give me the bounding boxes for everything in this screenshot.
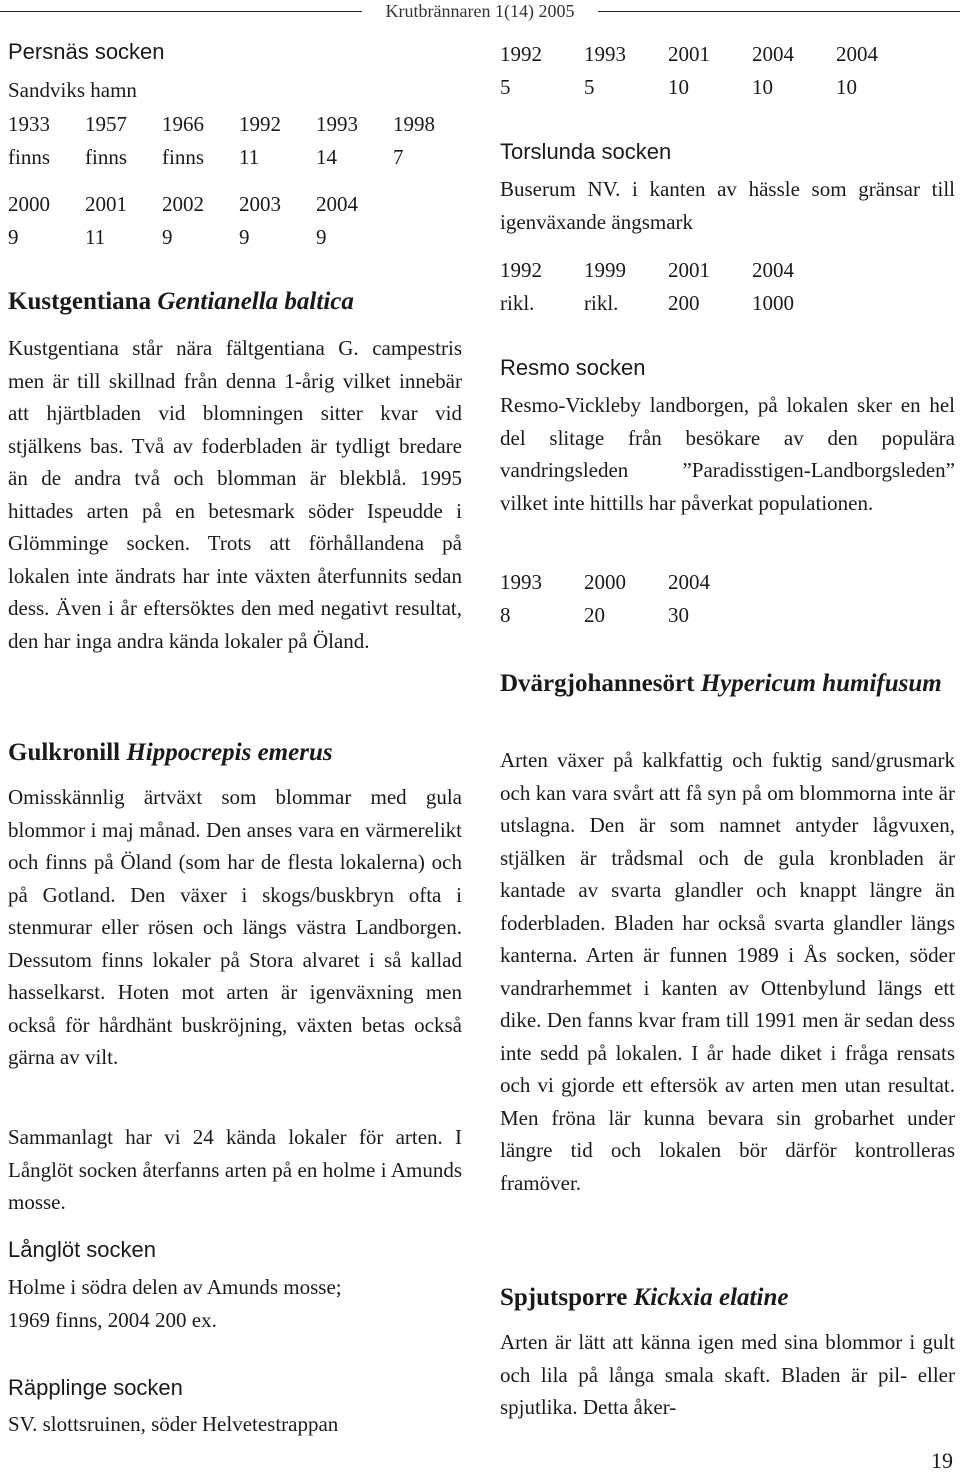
count-cell: 9	[239, 225, 250, 249]
year-cell: 1992	[239, 112, 281, 136]
count-cell: 7	[393, 145, 404, 169]
year-cell: 1957	[85, 112, 127, 136]
year-cell: 2004	[752, 258, 794, 282]
species-latin: Hypericum humifusum	[700, 670, 942, 697]
year-cell: 2003	[239, 192, 281, 216]
year-cell: 2004	[836, 42, 878, 66]
species-heading-gulkronill	[8, 737, 333, 769]
spjutsporre-text: Arten är lätt att känna igen med sina blommor i gult och lila på långa smala skaft. Bladen är pil- eller spjutlika. Detta åker-	[500, 1330, 955, 1419]
section-heading-rapplinge: Räpplinge socken	[8, 1375, 183, 1400]
year-cell: 2000	[584, 570, 626, 594]
section-heading-persnas: Persnäs socken	[8, 39, 165, 64]
year-cell: 1993	[316, 112, 358, 136]
count-cell: 8	[500, 603, 511, 627]
count-cell: rikl.	[500, 291, 535, 315]
year-cell: 2001	[668, 258, 710, 282]
count-cell: 30	[668, 603, 689, 627]
count-cell: 10	[668, 75, 689, 99]
gulkronill-text-1: Omisskännlig ärtväxt som blommar med gula blommor i maj månad. Den anses vara en värmerelikt och finns på Öland (som har de flesta lokalerna) och på Gotland. Den växer i skogs/buskbryn ofta i stenmurar eller rösen och längs västra Landborgen. Dessutom finns lokaler på Stora alvaret i så kallad hasselkarst. Hoten mot arten är igenväxning men också för hårdhänt buskröjning, växten betas också gärna av vilt.	[8, 785, 462, 1069]
resmo-text: Resmo-Vickleby landborgen, på lokalen sker en hel del slitage från besökare av den populära vandringsleden ”Paradisstigen-Landborgsleden” vilket inte hittills har påverkat populationen.	[500, 393, 955, 515]
count-cell: 11	[239, 145, 260, 169]
kustgentiana-text: Kustgentiana står nära fältgentiana G. campestris men är till skillnad från denna 1-årig vilket innebär att hjärtbladen vid blomningen sitter kvar vid stjälkens bas. Två av foderbladen är tydligt bredare än de andra två och blomman är blekblå. 1995 hittades arten på en betesmark söder Ispeudde i Glömminge socken. Trots att förhållandena på lokalen inte ändrats har inte växten återfunnits sedan dess. Även i år eftersöktes den med negativt resultat, den har inga andra kända lokaler på Öland.	[8, 336, 462, 653]
year-cell: 2001	[85, 192, 127, 216]
species-latin: Kickxia elatine	[633, 1284, 789, 1311]
header-rule-right	[598, 11, 960, 12]
count-cell: 20	[584, 603, 605, 627]
dvargjohannesort-text: Arten växer på kalkfattig och fuktig sand/grusmark och kan vara svårt att få syn på om blommorna inte är utslagna. Den är som namnet antyder lågvuxen, stjälken är trådsmal och de gula kronbladen är kantade av svarta glandler och knappt längre än foderbladen. Bladen har också svarta glandler längs kanterna. Arten är funnen 1989 i Ås socken, söder vandrarhemmet i kanten av Ottenbylund längs ett dike. Den fanns kvar fram till 1991 men är sedan dess inte sedd på lokalen. I år hade diket i fråga rensats och vi gjorde ett eftersök av arten men utan resultat. Men fröna lär kunna bevara sin grobarhet under längre tid och lokalen bör därför kontrolleras framöver.	[500, 748, 955, 1195]
count-cell: finns	[85, 145, 127, 169]
count-cell: 9	[162, 225, 173, 249]
species-heading-dvargjohannesort	[500, 666, 955, 701]
gulkronill-text-2: Sammanlagt har vi 24 kända lokaler för arten. I Långlöt socken återfanns arten på en holme i Amunds mosse.	[8, 1125, 462, 1214]
site-name: Sandviks hamn	[8, 78, 137, 102]
header-rule-left	[0, 11, 362, 12]
year-cell: 1993	[584, 42, 626, 66]
page-number: 19	[931, 1448, 953, 1473]
rapplinge-line-1: SV. slottsruinen, söder Helvetestrappan	[8, 1412, 339, 1436]
species-latin: Gentianella baltica	[157, 288, 354, 315]
section-heading-resmo: Resmo socken	[500, 355, 646, 380]
count-cell: 10	[836, 75, 857, 99]
year-cell: 2002	[162, 192, 204, 216]
year-cell: 1999	[584, 258, 626, 282]
count-cell: 200	[668, 291, 700, 315]
section-heading-torslunda: Torslunda socken	[500, 139, 672, 164]
year-cell: 1992	[500, 42, 542, 66]
count-cell: 11	[85, 225, 106, 249]
species-heading-spjutsporre	[500, 1282, 788, 1314]
count-cell: 5	[500, 75, 511, 99]
header-title: Krutbrännaren 1(14) 2005	[385, 1, 575, 21]
species-latin: Hippocrepis emerus	[126, 739, 333, 766]
year-cell: 1998	[393, 112, 435, 136]
species-name: Spjutsporre	[500, 1284, 628, 1311]
count-cell: finns	[8, 145, 50, 169]
year-cell: 1992	[500, 258, 542, 282]
species-name: Gulkronill	[8, 739, 121, 766]
section-heading-langlot: Långlöt socken	[8, 1237, 156, 1262]
torslunda-text: Buserum NV. i kanten av hässle som gränsar till igenväxande ängsmark	[500, 177, 955, 234]
running-header	[0, 0, 960, 24]
species-heading-kustgentiana	[8, 286, 354, 318]
count-cell: rikl.	[584, 291, 619, 315]
count-cell: 9	[8, 225, 19, 249]
year-cell: 2004	[752, 42, 794, 66]
year-cell: 1933	[8, 112, 50, 136]
year-cell: 2000	[8, 192, 50, 216]
count-cell: 5	[584, 75, 595, 99]
species-name: Kustgentiana	[8, 288, 152, 315]
count-cell: 10	[752, 75, 773, 99]
count-cell: 14	[316, 145, 337, 169]
year-cell: 2004	[316, 192, 358, 216]
year-cell: 1966	[162, 112, 204, 136]
year-cell: 1993	[500, 570, 542, 594]
year-cell: 2004	[668, 570, 710, 594]
count-cell: 9	[316, 225, 327, 249]
langlot-line-1: Holme i södra delen av Amunds mosse;	[8, 1275, 342, 1299]
count-cell: 1000	[752, 291, 794, 315]
year-cell: 2001	[668, 42, 710, 66]
langlot-line-2: 1969 finns, 2004 200 ex.	[8, 1308, 217, 1332]
count-cell: finns	[162, 145, 204, 169]
species-name: Dvärgjohannesört	[500, 670, 695, 697]
